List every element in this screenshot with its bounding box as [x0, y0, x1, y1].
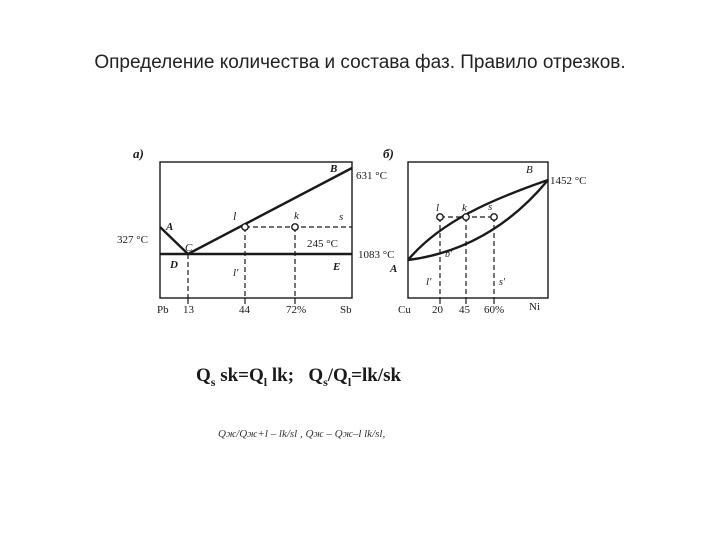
- diagram-a-tick-1: 44: [239, 304, 250, 316]
- eq-t4: =lk/sk: [351, 365, 402, 386]
- diagram-a-label-A: A: [166, 221, 174, 233]
- eq-t3-sub: l: [347, 374, 352, 389]
- slide-title: Определение количества и состава фаз. Правило отрезков.: [94, 52, 626, 73]
- diagram-b-label-b-prime: b': [445, 249, 453, 260]
- diagram-a-axis-left: Pb: [157, 304, 169, 316]
- diagram-b-liquidus: [408, 180, 548, 260]
- diagram-a-label-D: D: [170, 259, 178, 271]
- eq-q2: Q: [308, 365, 324, 386]
- diagram-b-temp-ni: 1452 °C: [550, 175, 587, 187]
- diagram-b-tick-1: 45: [459, 304, 470, 316]
- diagram-a-tick-0: 13: [183, 304, 194, 316]
- eq-t2: lk;: [267, 365, 295, 386]
- lever-rule-equation: [196, 365, 401, 390]
- diagram-b-point-k: [463, 214, 469, 220]
- diagram-b-label-A: A: [390, 263, 398, 275]
- eq-q2-sub: s: [323, 374, 328, 389]
- diagram-a-label-s: s: [339, 211, 344, 223]
- diagram-b-point-l: [437, 214, 443, 220]
- eq-t3: /Q: [327, 365, 348, 386]
- diagram-a-label-C: C: [185, 242, 193, 254]
- diagram-b-label-l-prime: l': [426, 276, 432, 288]
- diagram-b-axis-left: Cu: [398, 304, 411, 316]
- diagram-b-tick-0: 20: [432, 304, 443, 316]
- diagram-b-label-k: k: [462, 202, 467, 214]
- diagram-b-label-l: l: [436, 202, 440, 214]
- diagram-a-label-k: k: [294, 210, 299, 222]
- diagram-a-tick-2: 72%: [286, 304, 307, 316]
- eq-t1: sk=Q: [215, 365, 264, 386]
- diagram-a-point-l: [242, 224, 248, 230]
- diagram-a-temp-pb: 327 °C: [117, 234, 148, 246]
- eq-t1-sub: l: [263, 374, 268, 389]
- secondary-equation: Qж/Qж+l – lk/sl , Qж – Qж–l lk/sl,: [218, 428, 386, 440]
- diagram-a-temp-eut: 245 °C: [307, 238, 338, 250]
- diagram-b-point-s: [491, 214, 497, 220]
- diagram-b-label-s-prime: s': [499, 277, 506, 288]
- diagram-b-solidus: [408, 180, 548, 260]
- diagram-b-panel-label: б): [383, 146, 394, 161]
- diagram-a-point-k: [292, 224, 298, 230]
- diagram-a: [160, 162, 352, 304]
- diagram-b-label-s: s: [488, 201, 493, 213]
- eq-q1-sub: s: [210, 374, 216, 389]
- diagram-b-label-B: B: [526, 164, 533, 176]
- diagram-a-axis-right: Sb: [340, 304, 352, 316]
- diagram-a-temp-sb: 631 °C: [356, 170, 387, 182]
- diagram-a-label-l: l: [233, 209, 237, 223]
- diagram-a-label-E: E: [333, 261, 341, 273]
- diagram-a-label-l-prime: l': [233, 267, 239, 279]
- diagram-b-axis-right: Ni: [529, 301, 540, 313]
- diagram-a-panel-label: а): [133, 146, 144, 161]
- eq-q1: Q: [196, 365, 211, 386]
- diagram-b-temp-cu: 1083 °C: [358, 249, 395, 261]
- diagram-a-label-B: B: [330, 163, 338, 175]
- diagram-b-tick-2: 60%: [484, 304, 505, 316]
